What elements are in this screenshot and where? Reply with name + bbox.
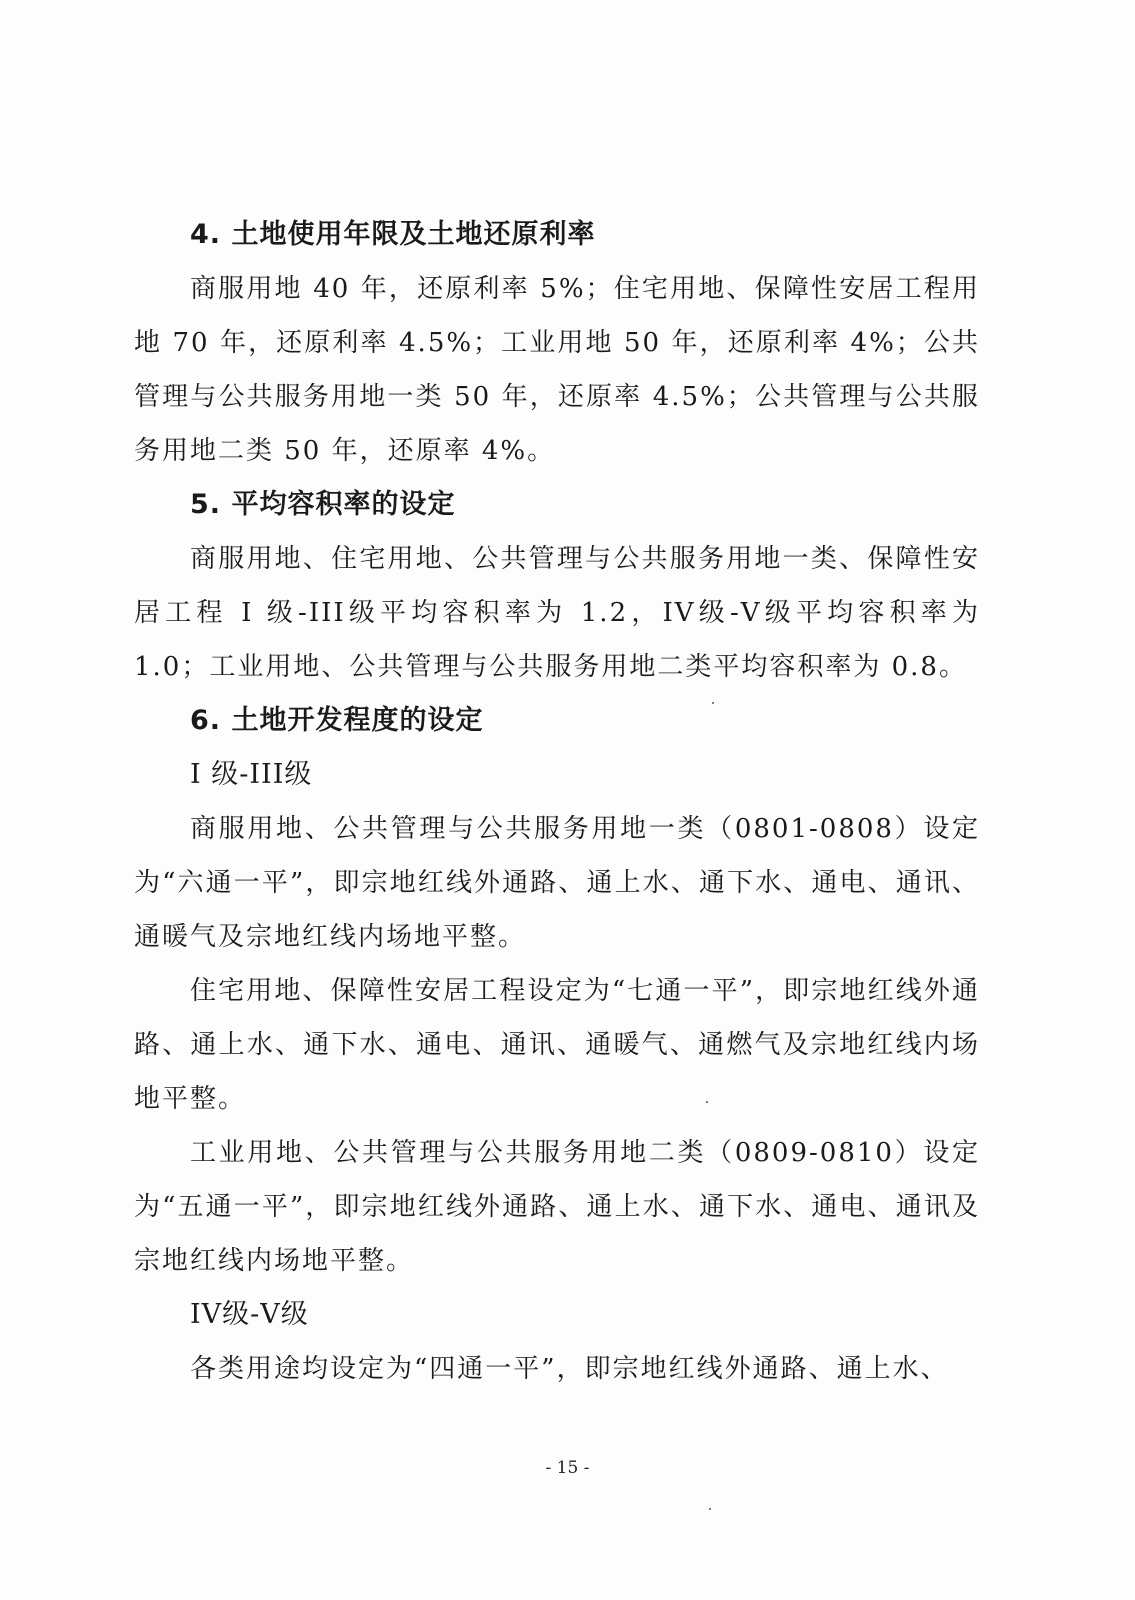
paragraph-residential-seven-utilities: 住宅用地、保障性安居工程设定为“七通一平”，即宗地红线外通路、通上水、通下水、通电、通讯、通暖气、通燃气及宗地红线内场地平整。: [134, 976, 980, 1114]
scan-speck: [706, 1101, 708, 1103]
subheading-grade-1-3: I 级-III级: [190, 759, 313, 790]
document-body: [134, 208, 980, 1396]
paragraph-commercial-six-utilities: 商服用地、公共管理与公共服务用地一类（0801-0808）设定为“六通一平”，即宗地红线外通路、通上水、通下水、通电、通讯、通暖气及宗地红线内场地平整。: [134, 814, 980, 952]
subheading-grade-4-5: IV级-V级: [190, 1299, 309, 1330]
page-number: - 15 -: [545, 1458, 590, 1478]
section-heading-development-level: 6. 土地开发程度的设定: [190, 705, 484, 736]
paragraph-plot-ratio: 商服用地、住宅用地、公共管理与公共服务用地一类、保障性安居工程 I 级-III级平均容积率为 1.2，IV级-V级平均容积率为 1.0；工业用地、公共管理与公共服务用地二类平均容积率为 0.8。: [134, 544, 980, 682]
section-heading-land-use-term: 4. 土地使用年限及土地还原利率: [190, 219, 596, 250]
scan-speck: [709, 1508, 711, 1510]
scan-speck: [712, 702, 714, 704]
paragraph-land-use-term: 商服用地 40 年，还原利率 5%；住宅用地、保障性安居工程用地 70 年，还原利率 4.5%；工业用地 50 年，还原利率 4%；公共管理与公共服务用地一类 50 年，还原率 4.5%；公共管理与公共服务用地二类 50 年，还原率 4%。: [134, 274, 980, 466]
paragraph-all-uses-four-utilities: 各类用途均设定为“四通一平”，即宗地红线外通路、通上水、: [190, 1354, 949, 1384]
paragraph-industrial-five-utilities: 工业用地、公共管理与公共服务用地二类（0809-0810）设定为“五通一平”，即宗地红线外通路、通上水、通下水、通电、通讯及宗地红线内场地平整。: [134, 1138, 980, 1276]
section-heading-plot-ratio: 5. 平均容积率的设定: [190, 489, 456, 520]
